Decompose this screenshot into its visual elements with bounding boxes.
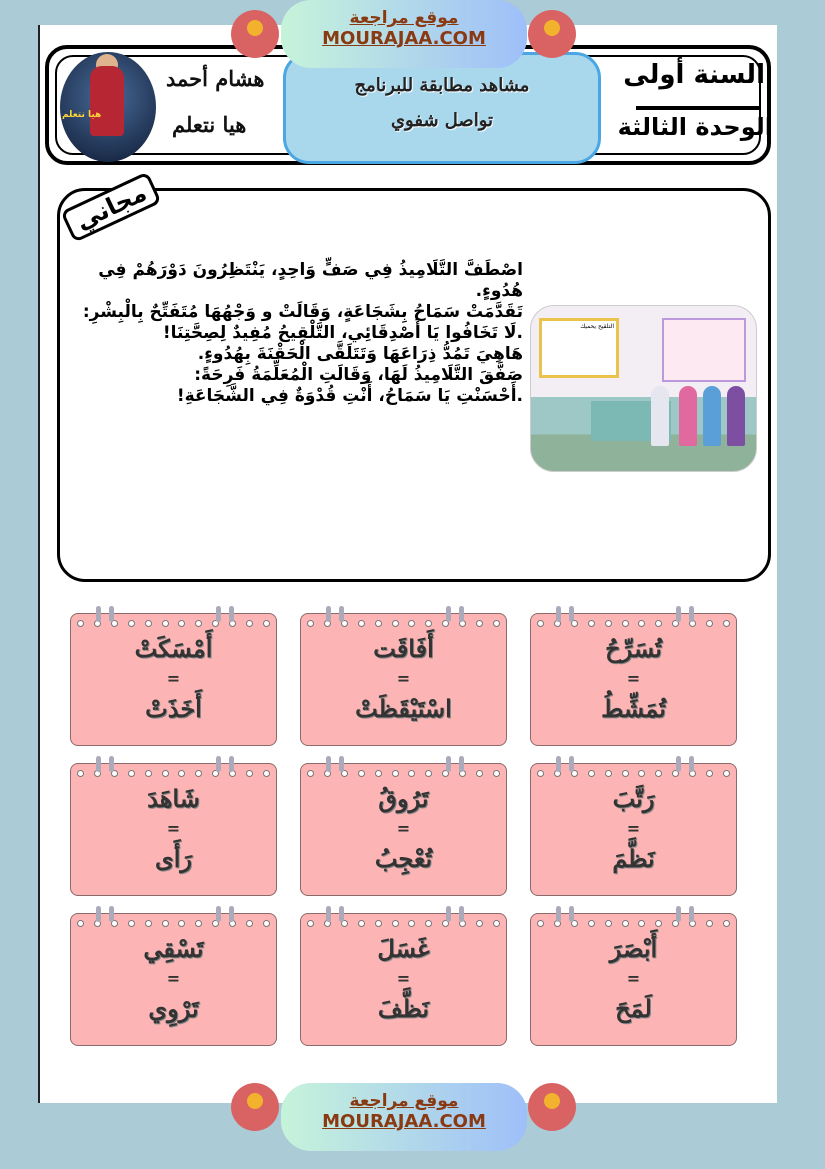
equals-sign: = — [396, 669, 411, 688]
equals-sign: = — [626, 819, 641, 838]
unit-label: الوحدة الثالثة — [617, 113, 773, 141]
title-line2: تواصل شفوي — [390, 110, 494, 131]
equals-sign: = — [396, 819, 411, 838]
divider — [636, 106, 760, 110]
card-word: أَفَاقَت — [373, 634, 434, 663]
story-line: اصْطَفَّ التَّلَامِيذُ فِي صَفٍّ وَاحِدٍ، يَنْتَظِرُونَ دَوْرَهُمْ فِي هُدُوءٍ. — [98, 260, 523, 301]
site-logo-icon — [231, 1083, 279, 1131]
card-word: أَبْصَرَ — [609, 934, 658, 963]
equals-sign: = — [626, 969, 641, 988]
equals-sign: = — [166, 819, 181, 838]
card-word: تُسَرِّحُ — [605, 634, 662, 663]
story-line: صَفَّقَ التَّلَامِيذُ لَهَا، وَقَالَتِ الْمُعَلِّمَةُ فَرِحَةً: — [194, 365, 523, 385]
card-synonym: تُمَشِّطُ — [601, 694, 666, 723]
title-line1: مشاهد مطابقة للبرنامج — [354, 75, 530, 96]
story-text — [78, 260, 523, 407]
watermark-top[interactable]: موقع مراجعة MOURAJAA.COM — [281, 0, 527, 68]
level-label: السنة أولى — [623, 60, 765, 90]
card-synonym: أَخَذَتْ — [145, 694, 202, 723]
avatar: هيا نتعلم — [60, 52, 156, 162]
equals-sign: = — [396, 969, 411, 988]
site-logo-icon — [528, 10, 576, 58]
vocab-card — [70, 613, 277, 746]
vocab-card — [300, 763, 507, 896]
site-logo-icon — [528, 1083, 576, 1131]
card-synonym: اسْتَيْقَظَتْ — [355, 694, 452, 723]
card-word: غَسَلَ — [377, 934, 430, 963]
card-synonym: لَمَحَ — [615, 994, 652, 1023]
equals-sign: = — [166, 969, 181, 988]
site-logo-icon — [231, 10, 279, 58]
title-box — [283, 52, 601, 164]
story-line: .لَا تَخَافُوا يَا أَصْدِقَائِي، التَّلْقِيحُ مُفِيدٌ لِصِحَّتِنَا! — [162, 323, 523, 343]
channel-name: هيا نتعلم — [172, 112, 247, 137]
card-synonym: تُعْجِبُ — [374, 844, 433, 873]
vocab-card — [530, 613, 737, 746]
card-synonym: نَظَّمَ — [612, 844, 655, 873]
equals-sign: = — [166, 669, 181, 688]
card-synonym: نَظَّفَ — [377, 994, 430, 1023]
card-synonym: تَرْوِي — [148, 994, 199, 1023]
vocab-card — [530, 763, 737, 896]
card-word: تَسْقِي — [143, 934, 204, 963]
free-stamp: مجاني — [60, 171, 162, 243]
vocab-card — [70, 913, 277, 1046]
story-line: تَقَدَّمَتْ سَمَاحُ بِشَجَاعَةٍ، وَقَالَتْ و وَجْهُهَا مُتَفَتِّحٌ بِالْبِشْرِ: — [82, 302, 523, 322]
vaccination-illustration: التلقيح يحميك — [530, 305, 757, 472]
card-word: رَتَّبَ — [612, 784, 655, 813]
story-line: هَاهِيَ تَمُدُّ ذِرَاعَهَا وَتَتَلَقَّى الْحَقْنَةَ بِهُدُوءٍ. — [197, 344, 523, 364]
vocab-card — [530, 913, 737, 1046]
story-line: .أَحْسَنْتِ يَا سَمَاحُ، أَنْتِ قُدْوَةٌ فِي الشَّجَاعَةِ! — [176, 386, 523, 406]
card-word: أَمْسَكَتْ — [134, 634, 213, 663]
vocab-card — [300, 913, 507, 1046]
card-word: تَرُوقُ — [378, 784, 429, 813]
equals-sign: = — [626, 669, 641, 688]
card-synonym: رَأَى — [154, 844, 193, 873]
vocab-card — [70, 763, 277, 896]
vocab-card — [300, 613, 507, 746]
card-word: شَاهَدَ — [147, 784, 200, 813]
teacher-name: هشام أحمد — [166, 66, 265, 91]
watermark-bottom[interactable]: موقع مراجعة MOURAJAA.COM — [281, 1083, 527, 1151]
